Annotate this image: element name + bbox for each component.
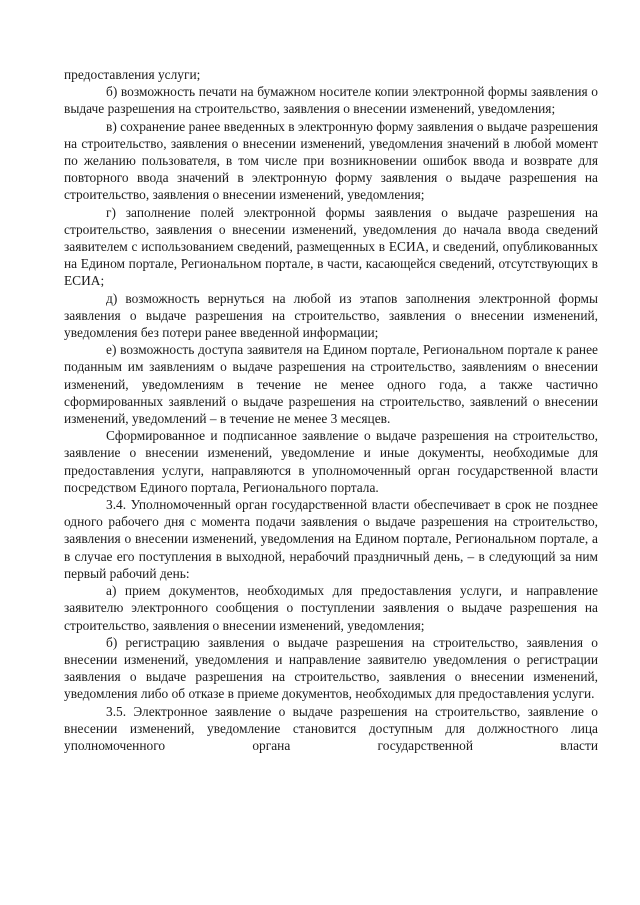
paragraph-item-v-save: в) сохранение ранее введенных в электронную форму заявления о выдаче разрешения на строительство, заявления о внесении изменений, уведомления значений в любой момент по желанию пользователя, в том числе при возникновении ошибок ввода и возврате для повторного ввода значений в электронную форму заявления о выдаче разрешения на строительство, заявления о внесении изменений, уведомления;	[64, 118, 598, 203]
paragraph-submission: Сформированное и подписанное заявление о выдаче разрешения на строительство, заявление о внесении изменений, уведомление и иные документы, необходимые для предоставления услуги, направляются в уполномоченный орган государственной власти посредством Единого портала, Регионального портала.	[64, 428, 598, 495]
paragraph-section-3-5: 3.5. Электронное заявление о выдаче разрешения на строительство, заявление о внесении изменений, уведомление становится доступным для должностного лица уполномоченного органа государственной власти	[64, 703, 598, 753]
paragraph-item-b-registration: б) регистрацию заявления о выдаче разрешения на строительство, заявления о внесении изменений, уведомления и направление заявителю уведомления о регистрации заявления о выдаче разрешения на строительство, заявления о внесении изменений, уведомления либо об отказе в приеме документов, необходимых для предоставления услуги.	[64, 634, 598, 702]
paragraph-item-a-receipt: а) прием документов, необходимых для предоставления услуги, и направление заявителю электронного сообщения о поступлении заявления о выдаче разрешения на строительство, заявления о внесении изменений, уведомления;	[64, 583, 598, 633]
paragraph-continuation: предоставления услуги;	[64, 67, 201, 82]
paragraph-section-3-4: 3.4. Уполномоченный орган государственной власти обеспечивает в срок не позднее одного рабочего дня с момента подачи заявления о выдаче разрешения на строительство, заявления о внесении изменений, уведомления на Едином портале, Региональном портале, а в случае его поступления в выходной, нерабочий праздничный день, – в следующий за ним первый рабочий день:	[64, 497, 598, 581]
paragraph-item-e-access: е) возможность доступа заявителя на Едином портале, Региональном портале к ранее поданным им заявлениям о выдаче разрешения на строительство, заявлениям о внесении изменений, уведомлениям в течение не менее одного года, а также частично сформированных заявлений о выдаче разрешения на строительство, заявлений о внесении изменений, уведомлений – в течение не менее 3 месяцев.	[64, 342, 598, 427]
paragraph-item-d-return: д) возможность вернуться на любой из этапов заполнения электронной формы заявления о выдаче разрешения на строительство, заявления о внесении изменений, уведомления без потери ранее введенной информации;	[64, 290, 598, 341]
paragraph-item-b-print: б) возможность печати на бумажном носителе копии электронной формы заявления о выдаче разрешения на строительство, заявления о внесении изменений, уведомления;	[64, 84, 598, 117]
paragraph-item-g-autofill: г) заполнение полей электронной формы заявления о выдаче разрешения на строительство, заявления о внесении изменений, уведомления до начала ввода сведений заявителем с использованием сведений, размещенных в ЕСИА, и сведений, опубликованных на Едином портале, Региональном портале, в части, касающейся сведений, отсутствующих в ЕСИА;	[64, 204, 598, 289]
document-page	[64, 66, 598, 754]
